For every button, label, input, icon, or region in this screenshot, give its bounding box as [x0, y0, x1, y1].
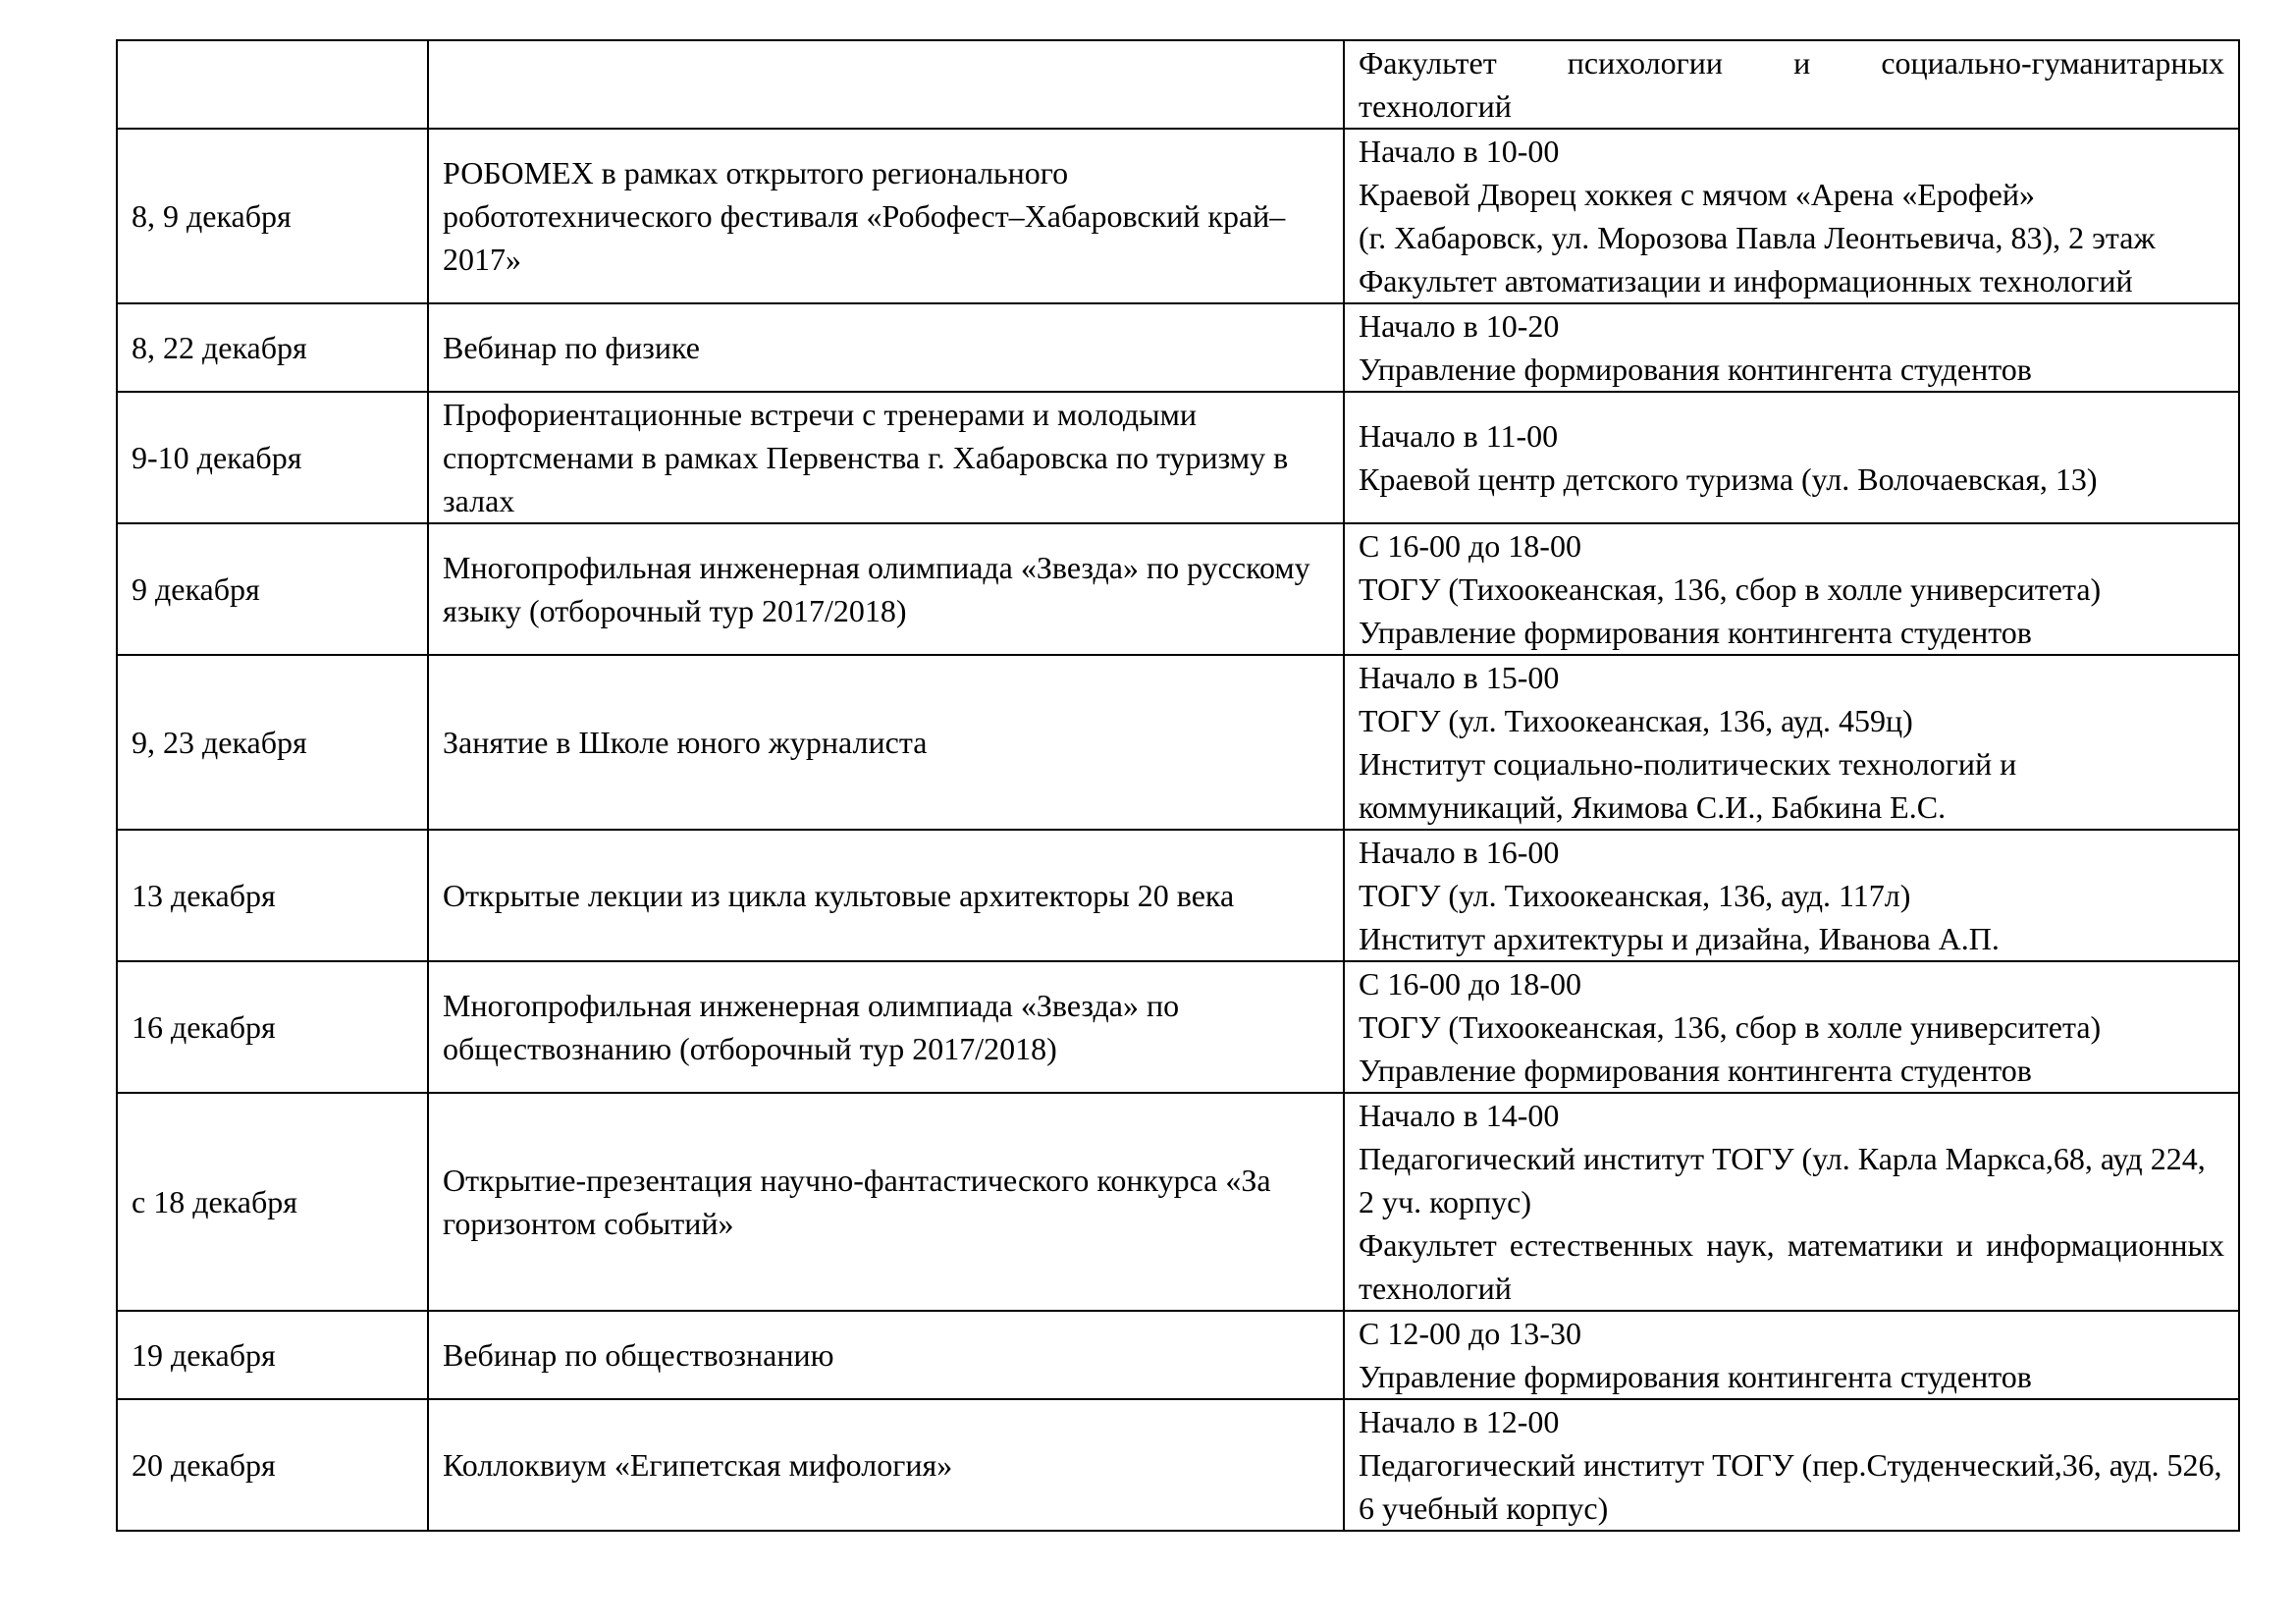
table-row	[117, 129, 2239, 303]
date-cell: 16 декабря	[117, 961, 428, 1093]
place-line: Факультет естественных наук, математики и информационных технологий	[1359, 1227, 2224, 1306]
place-line: Краевой Дворец хоккея с мячом «Арена «Ерофей»	[1359, 177, 2035, 212]
place-line: Управление формирования контингента студентов	[1359, 615, 2032, 650]
place-line: С 16-00 до 18-00	[1359, 528, 1581, 564]
event-cell: Вебинар по обществознанию	[428, 1311, 1344, 1399]
place-line: ТОГУ (Тихоокеанская, 136, сбор в холле университета)	[1359, 571, 2102, 607]
place-line: Факультет психологии и социально-гуманитарных	[1359, 45, 2224, 81]
place-cell	[1344, 830, 2239, 961]
place-line: Институт архитектуры и дизайна, Иванова А.П.	[1359, 921, 2000, 956]
place-line: Педагогический институт ТОГУ (ул. Карла Маркса,68, ауд 224, 2 уч. корпус)	[1359, 1141, 2206, 1219]
place-line: Педагогический институт ТОГУ (пер.Студенческий,36, ауд. 526, 6 учебный корпус)	[1359, 1447, 2222, 1526]
table-row	[117, 1093, 2239, 1311]
date-cell: 19 декабря	[117, 1311, 428, 1399]
date-cell: 9, 23 декабря	[117, 655, 428, 830]
place-cell	[1344, 961, 2239, 1093]
place-line: (г. Хабаровск, ул. Морозова Павла Леонтьевича, 83), 2 этаж	[1359, 220, 2156, 255]
place-line: Краевой центр детского туризма (ул. Волочаевская, 13)	[1359, 461, 2098, 497]
table-row	[117, 1311, 2239, 1399]
place-line: Управление формирования контингента студентов	[1359, 352, 2032, 387]
table-row	[117, 303, 2239, 392]
table-row	[117, 40, 2239, 129]
place-cell	[1344, 1093, 2239, 1311]
date-cell: 9-10 декабря	[117, 392, 428, 523]
table-row	[117, 1399, 2239, 1531]
table-row	[117, 830, 2239, 961]
event-cell: Открытые лекции из цикла культовые архитекторы 20 века	[428, 830, 1344, 961]
place-line: Начало в 12-00	[1359, 1404, 1560, 1439]
event-cell: Многопрофильная инженерная олимпиада «Звезда» по обществознанию (отборочный тур 2017/2018)	[428, 961, 1344, 1093]
place-line: Факультет автоматизации и информационных технологий	[1359, 263, 2133, 298]
place-line: С 16-00 до 18-00	[1359, 966, 1581, 1001]
event-cell	[428, 40, 1344, 129]
date-cell: 13 декабря	[117, 830, 428, 961]
place-cell	[1344, 523, 2239, 655]
event-cell: РОБОМЕХ в рамках открытого регионального робототехнического фестиваля «Робофест–Хабаровский край–2017»	[428, 129, 1344, 303]
place-cell	[1344, 303, 2239, 392]
place-line: Начало в 11-00	[1359, 418, 1559, 454]
place-line: технологий	[1359, 88, 1512, 124]
place-line: Начало в 15-00	[1359, 660, 1560, 695]
event-cell: Открытие-презентация научно-фантастического конкурса «За горизонтом событий»	[428, 1093, 1344, 1311]
place-cell	[1344, 655, 2239, 830]
table-row	[117, 523, 2239, 655]
date-cell: 8, 22 декабря	[117, 303, 428, 392]
place-line: Институт социально-политических технологий и коммуникаций, Якимова С.И., Бабкина Е.С.	[1359, 746, 2017, 825]
events-schedule-table	[116, 39, 2240, 1532]
place-line: С 12-00 до 13-30	[1359, 1316, 1581, 1351]
event-cell: Занятие в Школе юного журналиста	[428, 655, 1344, 830]
date-cell: с 18 декабря	[117, 1093, 428, 1311]
table-row	[117, 392, 2239, 523]
schedule-body	[117, 40, 2239, 1531]
table-row	[117, 961, 2239, 1093]
event-cell: Профориентационные встречи с тренерами и молодыми спортсменами в рамках Первенства г. Хабаровска по туризму в залах	[428, 392, 1344, 523]
date-cell: 9 декабря	[117, 523, 428, 655]
event-cell: Многопрофильная инженерная олимпиада «Звезда» по русскому языку (отборочный тур 2017/2018)	[428, 523, 1344, 655]
place-line: Управление формирования контингента студентов	[1359, 1053, 2032, 1088]
place-line: Начало в 14-00	[1359, 1098, 1560, 1133]
place-line: ТОГУ (ул. Тихоокеанская, 136, ауд. 459ц)	[1359, 703, 1913, 738]
event-cell: Коллоквиум «Египетская мифология»	[428, 1399, 1344, 1531]
date-cell: 8, 9 декабря	[117, 129, 428, 303]
place-line: Управление формирования контингента студентов	[1359, 1359, 2032, 1394]
date-cell	[117, 40, 428, 129]
place-line: ТОГУ (ул. Тихоокеанская, 136, ауд. 117л)	[1359, 878, 1911, 913]
place-cell	[1344, 129, 2239, 303]
place-cell	[1344, 40, 2239, 129]
place-line: Начало в 10-20	[1359, 308, 1560, 344]
place-line: ТОГУ (Тихоокеанская, 136, сбор в холле университета)	[1359, 1009, 2102, 1045]
place-cell	[1344, 1311, 2239, 1399]
event-cell: Вебинар по физике	[428, 303, 1344, 392]
table-row	[117, 655, 2239, 830]
place-line: Начало в 16-00	[1359, 835, 1560, 870]
place-line: Начало в 10-00	[1359, 134, 1560, 169]
place-cell	[1344, 1399, 2239, 1531]
place-cell	[1344, 392, 2239, 523]
date-cell: 20 декабря	[117, 1399, 428, 1531]
